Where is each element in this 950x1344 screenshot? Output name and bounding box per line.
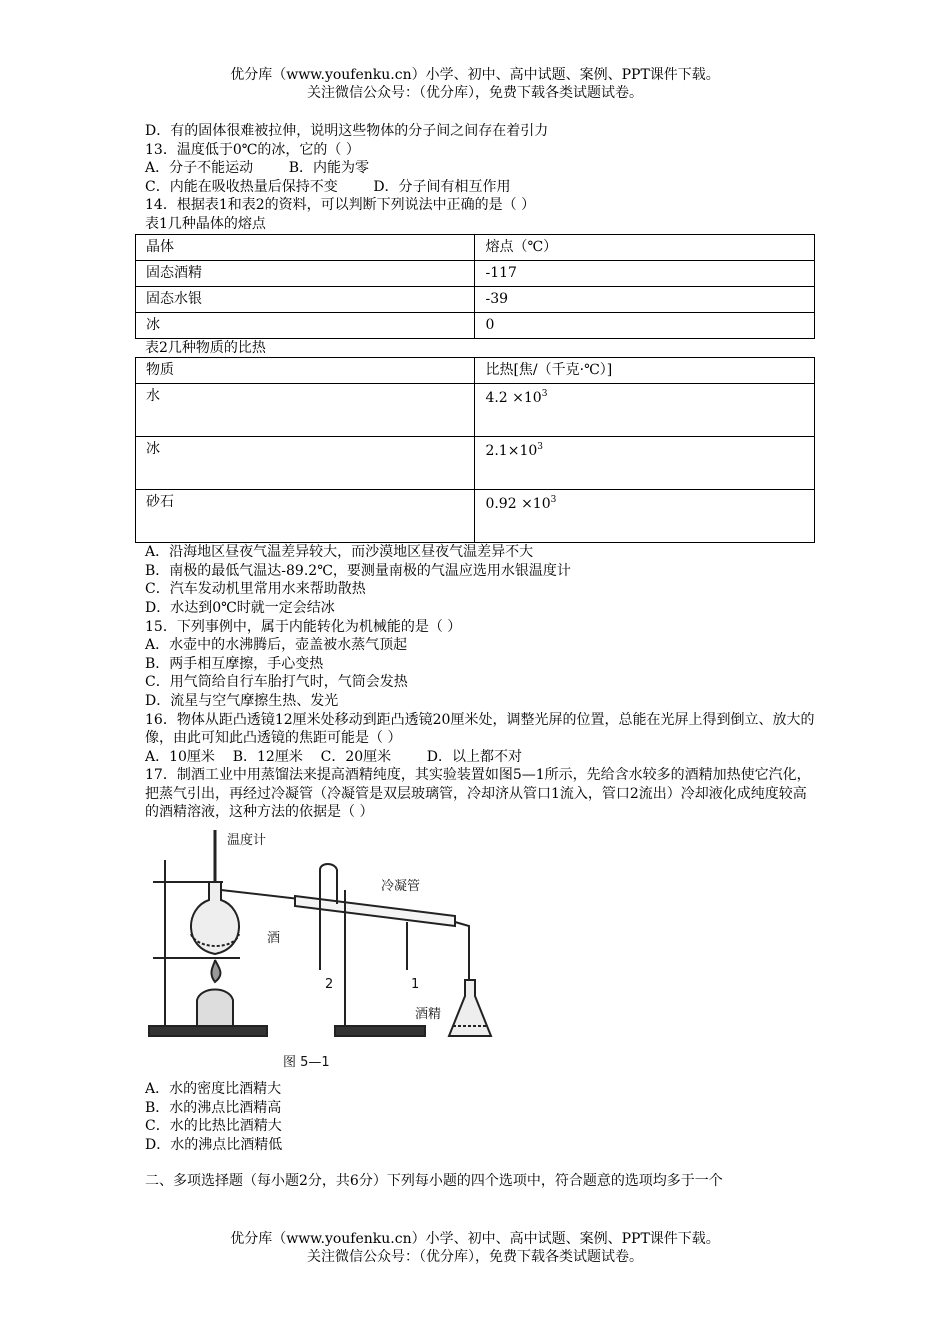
- value-exponent: 3: [537, 442, 543, 453]
- q12-option-d: D．有的固体很难被拉伸，说明这些物体的分子间之间存在着引力: [145, 123, 549, 139]
- table-row: [136, 384, 815, 437]
- table-cell: 冰: [136, 437, 475, 490]
- q15-option-a: A．水壶中的水沸腾后，壶盖被水蒸气顶起: [145, 637, 408, 654]
- q15-option-b: B．两手相互摩擦，手心变热: [145, 655, 324, 672]
- value-mantissa: 0.92: [485, 496, 517, 513]
- header-line-1: 优分库（www.youfenku.cn）小学、初中、高中试题、案例、PPT课件下载。: [230, 67, 720, 83]
- q15-stem: 15．下列事例中，属于内能转化为机械能的是（ ）: [145, 618, 462, 635]
- distillation-apparatus-figure: [145, 830, 505, 1074]
- q16-stem: 16．物体从距凸透镜12厘米处移动到距凸透镜20厘米处，调整光屏的位置，总能在光屏上得到倒立、放大的像，由此可知此凸透镜的焦距可能是（ ）: [145, 711, 815, 747]
- header-line-2: 关注微信公众号：（优分库），免费下载各类试题试卷。: [307, 85, 643, 101]
- alcohol-burner: [197, 990, 233, 1027]
- spacer: [145, 1154, 815, 1172]
- q17-option-b: B．水的沸点比酒精高: [145, 1099, 282, 1116]
- table2-caption: 表2几种物质的比热: [145, 339, 266, 356]
- q17-stem: 17．制酒工业中用蒸馏法来提高酒精纯度，其实验装置如图5—1所示，先给含水较多的酒精加热使它汽化，把蒸气引出，再经过冷凝管（冷凝管是双层玻璃管，冷却济从管口1流入，管口2流出）冷却液化成纯度较高的酒精溶液，这种方法的依据是（ ）: [145, 767, 811, 821]
- question-content: [145, 122, 815, 1191]
- label-thermometer: 温度计: [227, 833, 267, 849]
- q17-option-d: D．水的沸点比酒精低: [145, 1136, 283, 1153]
- table-row: [136, 312, 815, 338]
- q17-option-a: A．水的密度比酒精大: [145, 1081, 282, 1098]
- melting-point-table: [135, 234, 815, 339]
- q14-option-d: D．水达到0℃时就一定会结冰: [145, 599, 335, 616]
- page-header: [0, 66, 950, 102]
- table-cell: -117: [475, 260, 815, 286]
- table-cell: 砂石: [136, 490, 475, 543]
- table-header-cell: 物质: [136, 358, 475, 384]
- label-port-2: 2: [325, 977, 334, 993]
- table-cell: -39: [475, 286, 815, 312]
- value-times: ×10: [507, 443, 538, 460]
- table-row: [136, 286, 815, 312]
- table-cell: 0: [475, 312, 815, 338]
- q13-options-row-2: C．内能在吸收热量后保持不变 D．分子间有相互作用: [145, 178, 511, 195]
- footer-line-1: 优分库（www.youfenku.cn）小学、初中、高中试题、案例、PPT课件下载。: [230, 1231, 720, 1247]
- q14-option-b: B．南极的最低气温达-89.2℃，要测量南极的气温应选用水银温度计: [145, 562, 571, 579]
- table-cell: 水: [136, 384, 475, 437]
- table-cell: 冰: [136, 312, 475, 338]
- value-mantissa: 4.2: [485, 390, 508, 407]
- label-port-1: 1: [411, 977, 420, 993]
- label-alcohol: 酒精: [415, 1007, 442, 1023]
- table-header-cell: 晶体: [136, 234, 475, 260]
- table-cell: 固态水银: [136, 286, 475, 312]
- stand-base: [149, 1026, 267, 1036]
- table1-caption: 表1几种晶体的熔点: [145, 215, 266, 232]
- footer-line-2: 关注微信公众号：（优分库），免费下载各类试题试卷。: [307, 1249, 643, 1265]
- table-row: [136, 437, 815, 490]
- condenser-port-2: [320, 864, 337, 904]
- table-cell: 固态酒精: [136, 260, 475, 286]
- q13-stem: 13．温度低于0℃的冰，它的（ ）: [145, 141, 360, 158]
- q16-options: A．10厘米 B．12厘米 C．20厘米 D．以上都不对: [145, 748, 522, 765]
- q15-option-d: D．流星与空气摩擦生热、发光: [145, 692, 339, 709]
- value-times: ×10: [512, 390, 542, 407]
- label-wine: 酒: [267, 931, 281, 947]
- middle-stand-base: [335, 1026, 425, 1036]
- receiving-flask: [449, 980, 491, 1036]
- table-header-row: [136, 358, 815, 384]
- page-footer: [0, 1230, 950, 1266]
- table-row: [136, 490, 815, 543]
- q17-option-c: C．水的比热比酒精大: [145, 1118, 282, 1135]
- value-exponent: 3: [541, 389, 548, 400]
- label-condenser: 冷凝管: [381, 879, 421, 895]
- table-cell: [475, 384, 815, 437]
- q13-options-row-1: A．分子不能运动 B．内能为零: [145, 160, 369, 177]
- table-header-cell: 比热[焦/（千克·℃）]: [475, 358, 815, 384]
- table-row: [136, 260, 815, 286]
- figure-caption: 图 5—1: [283, 1055, 330, 1071]
- q14-stem: 14．根据表1和表2的资料，可以判断下列说法中正确的是（ ）: [145, 197, 536, 214]
- table-header-row: [136, 234, 815, 260]
- q15-option-c: C．用气筒给自行车胎打气时，气筒会发热: [145, 674, 408, 691]
- table-cell: [475, 490, 815, 543]
- specific-heat-table: [135, 357, 815, 543]
- flame: [211, 960, 220, 982]
- value-times: ×10: [521, 496, 551, 513]
- table-cell: [475, 437, 815, 490]
- value-mantissa: 2.1: [485, 443, 508, 460]
- q14-option-a: A．沿海地区昼夜气温差异较大，而沙漠地区昼夜气温差异不大: [145, 544, 534, 561]
- value-exponent: 3: [550, 495, 557, 506]
- section-2-heading: 二、多项选择题（每小题2分，共6分）下列每小题的四个选项中，符合题意的选项均多于一个: [145, 1173, 723, 1190]
- q14-option-c: C．汽车发动机里常用水来帮助散热: [145, 581, 366, 598]
- table-header-cell: 熔点（℃）: [475, 234, 815, 260]
- outlet-tube: [455, 922, 469, 980]
